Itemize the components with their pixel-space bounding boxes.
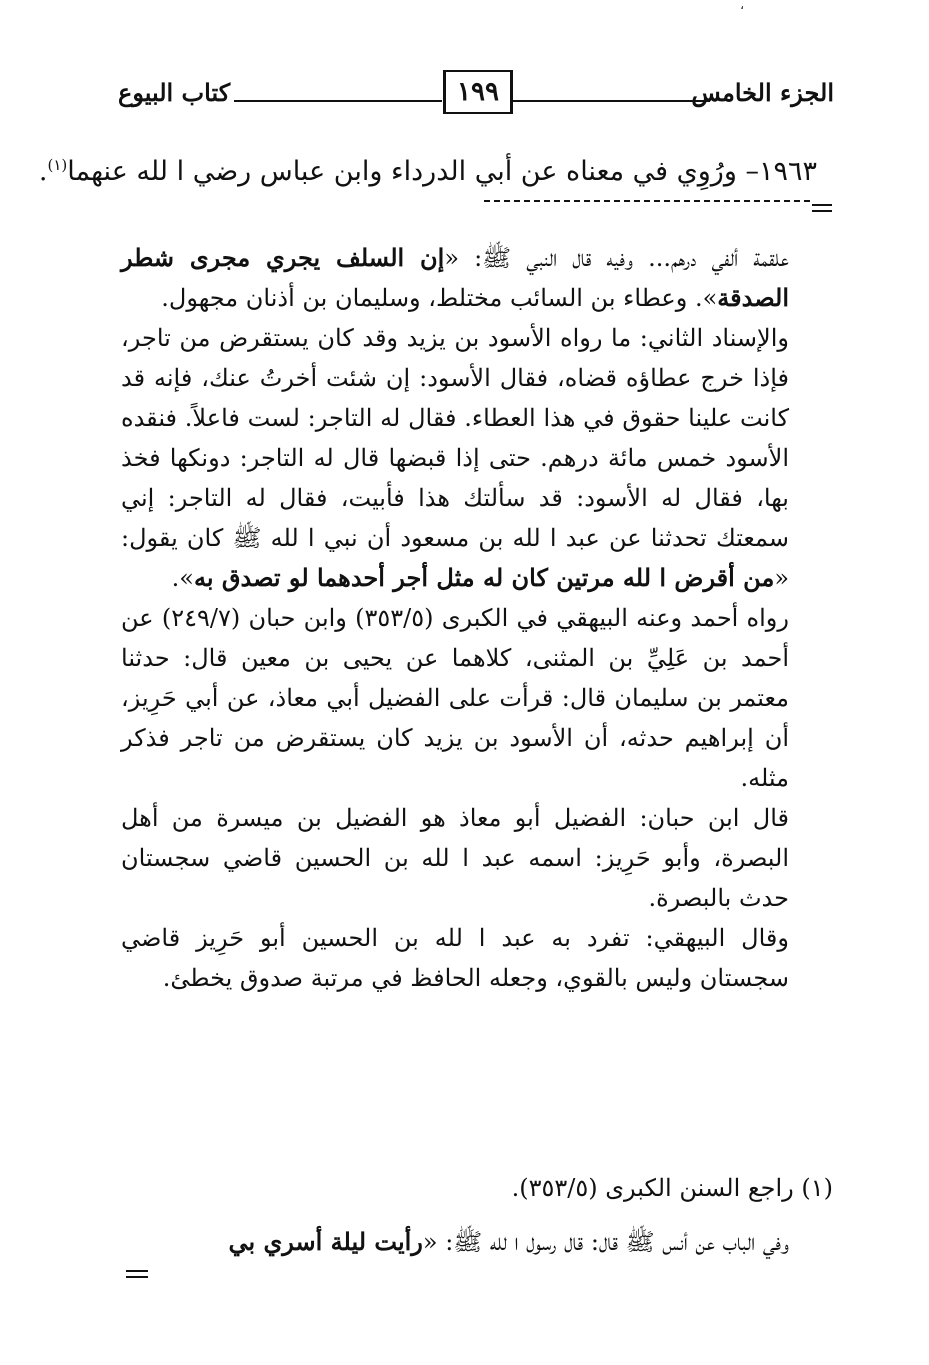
volume-label: الجزء الخامس: [691, 78, 834, 107]
paragraph: [121, 318, 789, 598]
paragraph: [121, 918, 789, 998]
footnote: (١) راجع السنن الكبرى (٣٥٣/٥).: [511, 1174, 833, 1202]
hadith-quote: من أقرض ا لله مرتين كان له مثل أجر أحدهما لو تصدق به: [193, 563, 775, 592]
running-header: [118, 60, 834, 120]
header-rule-left: [234, 100, 442, 102]
text-run: وفي الباب عن أنس ﷺ قال: قال رسول ا لله ﷺ: «: [422, 1228, 789, 1256]
page-number: ١٩٩: [443, 70, 513, 114]
text-run: رواه أحمد وعنه البيهقي في الكبرى (٣٥٣/٥) وابن حبان (٢٤٩/٧) عن أحمد بن عَلِيِّ بن المثنى، كلاهما عن يحيى بن معين قال: حدثنا معتمر بن سليمان قال: قرأت على الفضيل أبي معاذ، عن أبي حَرِيز، أن إبراهيم حدثه، أن الأسود بن يزيد كان يستقرض من تاجر فذكر مثله.: [121, 604, 789, 792]
text-run: ».: [171, 564, 194, 592]
paragraph: [121, 598, 789, 798]
paragraph: [121, 798, 789, 918]
header-rule-right: [510, 100, 710, 102]
commentary-body: [121, 238, 789, 998]
continuation-text: [109, 1222, 789, 1262]
hadith-quote: رأيت ليلة أسري بي: [228, 1227, 423, 1256]
text-run: والإسناد الثاني: ما رواه الأسود بن يزيد وقد كان يستقرض من تاجر، فإذا خرج عطاؤه قضاه، فقال الأسود: إن شئت أخرتُ عنك، فإنه قد كانت علينا حقوق في هذا العطاء. فقال له التاجر: لست فاعلاً. فنقده الأسود خمس مائة درهم. حتى إذا قبضها قال له التاجر: دونكها فخذ بها، فقال له الأسود: قد سألتك هذا فأبيت، فقال له التاجر: إني سمعتك تحدثنا عن عبد ا لله بن مسعود أن نبي ا لله ﷺ كان يقول: «: [121, 324, 789, 592]
hadith-item-text: ١٩٦٣– ورُوِي في معناه عن أبي الدرداء وابن عباس رضي ا لله عنهما: [67, 156, 817, 187]
text-run: علقمة ألفي درهم... وفيه قال النبي ﷺ: «: [444, 244, 790, 272]
continuation-mark-bottom: [126, 1270, 148, 1282]
page-top-mark: ،: [740, 0, 744, 12]
text-run: ». وعطاء بن السائب مختلط، وسليمان بن أذنان مجهول.: [161, 284, 718, 312]
paragraph: [121, 238, 789, 318]
footnote-reference: (١): [47, 156, 68, 174]
text-run: وقال البيهقي: تفرد به عبد ا لله بن الحسين أبو حَرِيز قاضي سجستان وليس بالقوي، وجعله الحافظ في مرتبة صدوق يخطئ.: [121, 924, 789, 992]
text-run: قال ابن حبان: الفضيل أبو معاذ هو الفضيل بن ميسرة من أهل البصرة، وأبو حَرِيز: اسمه عبد ا لله بن الحسين قاضي سجستان حدث بالبصرة.: [121, 804, 790, 912]
book-title: كتاب البيوع: [118, 78, 231, 107]
continuation-mark: [812, 204, 832, 216]
hadith-quote: إن السلف يجري مجرى شطر الصدقة: [121, 243, 789, 312]
hadith-item-end: .: [38, 156, 48, 187]
hadith-item: [38, 143, 817, 194]
section-divider: [484, 200, 810, 202]
